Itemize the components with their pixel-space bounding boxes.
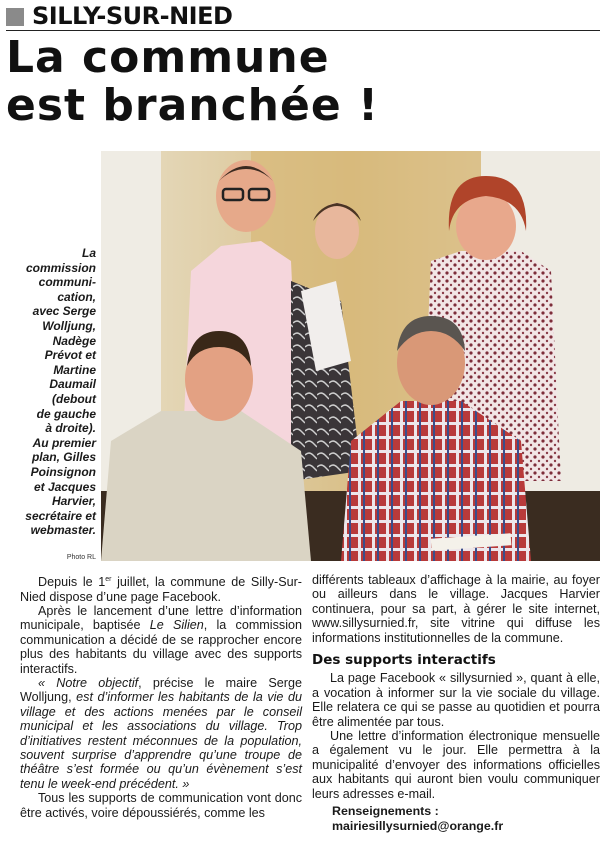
photo-caption xyxy=(6,246,96,538)
group-photo-illustration xyxy=(101,151,600,561)
headline-line-2: est branchée ! xyxy=(6,80,380,131)
headline-line-1: La commune xyxy=(6,32,330,83)
caption-line: La xyxy=(81,246,96,260)
caption-line: Nadège xyxy=(52,333,96,348)
p1-text-b: juillet, la commune de Silly-Sur-Nied dispose d’une page Facebook. xyxy=(20,575,302,604)
caption-line: cation, xyxy=(57,289,96,304)
kicker-text: SILLY-SUR-NIED xyxy=(32,2,233,30)
photo-credit: Photo RL xyxy=(66,554,96,561)
caption-line: Martine xyxy=(53,362,96,377)
article-paragraph-3 xyxy=(20,676,302,791)
caption-line: secrétaire et xyxy=(25,508,96,523)
contact-label: Renseignements : xyxy=(332,804,439,819)
caption-line: Au premier xyxy=(32,435,96,450)
article-column-1 xyxy=(20,573,302,820)
p2-text-a: Après le lancement d’une lettre d’information municipale, baptisée xyxy=(20,604,302,633)
group-photo xyxy=(101,151,600,561)
caption-line: Poinsignon xyxy=(30,464,96,479)
kicker-square xyxy=(6,8,24,26)
caption-line: Prévot et xyxy=(44,348,96,363)
p1-superscript: er xyxy=(105,576,112,583)
caption-line: avec Serge xyxy=(32,304,96,319)
quote-body: est d’informer les habitants de la vie du village et des actions menées par le conseil municipal et les associations du village. Trop d’initiatives restent méconnues de la population, souvent surprise d’apprendre qu’une troupe de théâtre s’est formée ou qu’un évènement s’est tenu le week-end précédent. » xyxy=(20,690,302,791)
caption-line: à droite). xyxy=(45,421,96,436)
caption-line: communi- xyxy=(38,275,96,290)
caption-line: de gauche xyxy=(36,406,96,421)
caption-line: et Jacques xyxy=(33,479,96,494)
p1-text-a: Depuis le 1 xyxy=(38,575,106,590)
article-paragraph-4: Tous les supports de communication vont donc être activés, voire dépoussiérés, comme les xyxy=(20,791,302,820)
article-column-2 xyxy=(312,573,600,834)
contact-email[interactable]: mairiesillysurnied@orange.fr xyxy=(332,819,504,834)
caption-line: webmaster. xyxy=(30,523,96,538)
quote-attribution: , précise le maire Serge Wolljung, xyxy=(20,676,302,705)
article-subhead: Des supports interactifs xyxy=(312,652,496,669)
caption-line: commission xyxy=(25,260,96,275)
quote-start: « Notre objectif xyxy=(38,676,139,691)
article-paragraph-1 xyxy=(20,573,302,604)
headline xyxy=(6,34,596,130)
contact-info xyxy=(312,804,600,834)
newsletter-name: Le Silien xyxy=(149,618,204,633)
article-paragraph-4-continued: différents tableaux d’affichage à la mairie, au foyer ou ailleurs dans le village. Jacques Harvier continuera, pour sa part, à gérer le site internet, www.sillysurnied.fr, site vitrine qui diffuse les informations institutionnelles de la commune. xyxy=(312,573,600,645)
caption-line: Wolljung, xyxy=(42,318,96,333)
article-paragraph-5: La page Facebook « sillysurnied », quant à elle, a vocation à informer sur la vie sociale du village. Elle relatera ce qui se passe au quotidien et pourra être alimentée par tous. xyxy=(312,671,600,729)
caption-line: Daumail xyxy=(49,377,96,392)
caption-line: plan, Gilles xyxy=(31,450,96,465)
p2-text-b: , la commission communication a décidé de se rapprocher encore plus des habitants du village avec des supports interactifs. xyxy=(20,618,302,676)
caption-line: (debout xyxy=(52,391,96,406)
section-kicker xyxy=(6,4,600,31)
article-paragraph-6: Une lettre d’information électronique mensuelle a également vu le jour. Elle permettra à la municipalité d’envoyer des informations officielles aux habitants qui auront bien voulu communiquer leurs adresses e-mail. xyxy=(312,729,600,801)
article-paragraph-2 xyxy=(20,604,302,676)
caption-line: Harvier, xyxy=(51,494,96,509)
